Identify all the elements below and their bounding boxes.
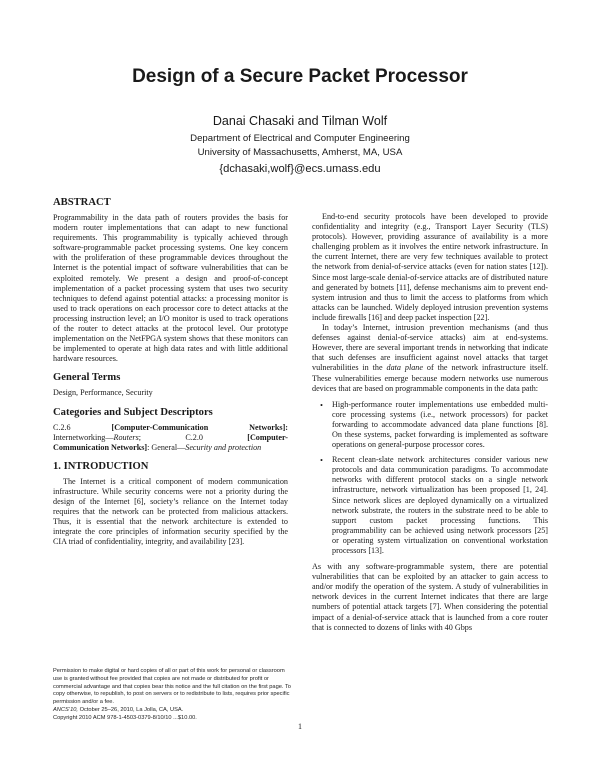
left-column [53, 197, 288, 547]
category-code-2: C.2.0 [185, 432, 203, 442]
introduction-heading: 1. INTRODUCTION [53, 460, 149, 472]
general-terms-heading: General Terms [53, 372, 121, 384]
affiliation-department: Department of Electrical and Computer Engineering [190, 133, 410, 144]
category-label-1b: Networks]: [249, 422, 288, 432]
right-paragraph-2-start: In today’s Internet, intrusion prevention mechanisms (and thus defenses against denial-of-service attacks) aim at end-systems. However, there are several important trends in networking that indicate that such defenses are insufficient against novel attacks that target vulnerabilities in the [312, 323, 548, 373]
right-paragraph-2-italic: data plane [386, 363, 423, 373]
introduction-text: The Internet is a critical component of modern communication infrastructure. While security concerns were not a priority during the design of the Internet [6], society’s reliance on the Internet today requires that the network can be protected from malicious attackers. Thus, it is essential that the network architecture is extended to integrate the core principles of information security specified by the CIA triad of confidentiality, integrity, and availability [23]. [53, 476, 288, 547]
category-label-1: [Computer-Communication [111, 422, 209, 432]
right-column [312, 212, 548, 633]
venue-details: October 25–26, 2010, La Jolla, CA, USA. [77, 706, 184, 713]
paper-title: Design of a Secure Packet Processor [132, 66, 468, 87]
category-sub-1-italic: Routers [113, 432, 139, 442]
category-code-1: C.2.6 [53, 422, 71, 432]
category-label-2b: Communication Networks] [53, 442, 148, 452]
affiliation-university: University of Massachusetts, Amherst, MA, USA [197, 147, 403, 158]
abstract-text: Programmability in the data path of routers provides the basis for modern router implementations that can adapt to new functional requirements. This programmability is typically achieved through software-programmable packet processing systems. One key concern with the proliferation of these programmable devices throughout the Internet is the potential impact of software vulnerabilities that can be exploited remotely. We present a design and proof-of-concept implementation of a packet processing system that uses two security techniques to defend against potential attacks: a processing monitor is used to track operations on each processor core to detect attacks at the processing instruction level; an I/O monitor is used to track operations of the router to detect attacks at the protocol level. Our prototype implementation on the NetFPGA system shows that these monitors can be implemented to operate at high data rates and with little additional hardware resources. [53, 213, 288, 364]
author-names: Danai Chasaki and Tilman Wolf [212, 114, 388, 128]
category-sub-2: : General— [147, 442, 186, 452]
copyright-line: Copyright 2010 ACM 978-1-4503-0379-8/10/10 ...$10.00. [53, 714, 197, 721]
right-paragraph-3: As with any software-programmable system, there are potential vulnerabilities that can be exploited by an attacker to gain access to and/or modify the operation of the system. A study of vulnerabilities in network devices in the current Internet indicates that there are large numbers of potential attack targets [7]. When considering the potential impact of a denial-of-service attack that is launched from a core router that is connected to dozens of links with 40 Gbps [312, 562, 548, 632]
bullet-item-2: • Recent clean-slate network architectures consider various new protocols and data communication paradigms. To accommodate networks with different protocol stacks on a single network infrastructure, network virtualization has been proposed [1, 24]. Since network slices are deployed dynamically on a virtualized network substrate, the routers in the substrate need to be able to support custom packet processing functions. This programmability can be achieved using network processors [25] or operating system virtualization on conventional workstation processors [13]. [312, 455, 548, 556]
category-label-2: [Computer- [247, 432, 288, 442]
category-sub-1-end: ; [138, 432, 142, 442]
category-sub-1: Internetworking— [53, 432, 114, 442]
author-email: {dchasaki,wolf}@ecs.umass.edu [219, 163, 381, 175]
category-sub-2-italic: Security and protection [185, 442, 262, 452]
categories-heading: Categories and Subject Descriptors [53, 406, 213, 418]
bullet-item-1: • High-performance router implementations use embedded multi-core processing systems (i.e., network processors) for packet forwarding to accommodate advanced data plane functions [8]. On these systems, packet forwarding is implemented as software operations on general-purpose processor cores. [312, 400, 548, 450]
permission-notice [53, 668, 291, 723]
bullet-list [312, 400, 548, 556]
right-paragraph-1: End-to-end security protocols have been developed to provide confidentiality and integrity (e.g., Transport Layer Security (TLS) protocols). However, providing assurance of availability is a more challenging problem as it involves the entire network infrastructure. In the current Internet, there are very few techniques available to protect the network from denial-of-service attacks (even for nation states [12]). Since most large-scale denial-of-service attacks are of distributed nature and generated by botnets [11], defense mechanisms aim to prevent end-system intrusion and thus to limit the access to platforms from which attacks can be launched. Widely deployed intrusion prevention systems include firewalls [16] and deep packet inspection [22]. [312, 212, 548, 322]
permission-text: Permission to make digital or hard copies of all or part of this work for personal or classroom use is granted without fee provided that copies are not made or distributed for profit or commercial advantage and that copies bear this notice and the full citation on the first page. To copy otherwise, to republish, to post on servers or to redistribute to lists, requires prior specific permission and/or a fee. [53, 668, 291, 706]
categories-block [53, 423, 288, 453]
page-number: 1 [298, 722, 302, 731]
right-paragraph-2-end: of the network infrastructure itself. These vulnerabilities emerge because modern networks use numerous devices that are based on programmable components in the data path: [312, 363, 548, 393]
general-terms-text: Design, Performance, Security [53, 388, 153, 398]
right-paragraph-2 [312, 323, 548, 394]
abstract-heading: ABSTRACT [53, 197, 111, 208]
venue-name: ANCS’10, [53, 706, 78, 713]
